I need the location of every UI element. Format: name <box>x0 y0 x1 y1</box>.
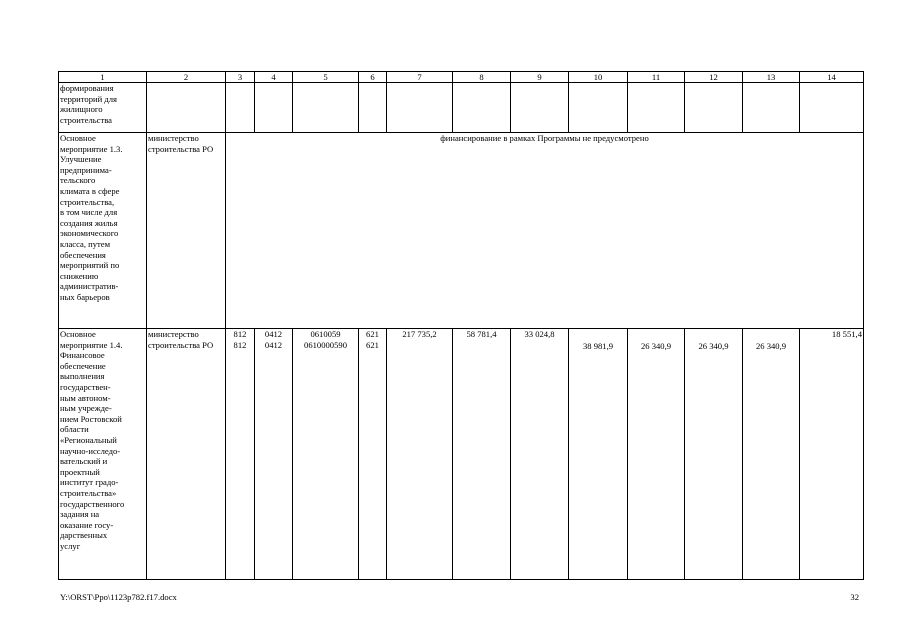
col-number-10: 10 <box>569 72 628 83</box>
activity-name-cell: формирования территорий для жилищного строительства <box>59 83 147 133</box>
amount-year-5-value: 26 340,9 <box>698 341 729 351</box>
total-amount-cell: 217 735,2 <box>387 329 453 580</box>
amount-year-2-cell: 33 024,8 <box>511 329 569 580</box>
col-number-4: 4 <box>255 72 293 83</box>
table-row-activity-1-3 <box>59 133 864 329</box>
amount-year-3-cell <box>569 329 628 580</box>
col-number-13: 13 <box>743 72 800 83</box>
amount-year-3-value: 38 981,9 <box>582 341 614 351</box>
no-financing-note: финансирование в рамках Программы не предусмотрено <box>226 133 864 329</box>
empty-cell <box>387 83 453 133</box>
amount-year-6-cell <box>743 329 800 580</box>
amount-year-7-cell: 18 551,4 <box>800 329 864 580</box>
empty-cell <box>800 83 864 133</box>
footer-file-path: Y:\ORST\Ppo\1123p782.f17.docx <box>60 592 177 602</box>
activity-name-cell: Основное мероприятие 1.3. Улучшение предпринима- тельского климата в сфере строительства, в том числе для создания жилья экономического класса, путем обеспечения мероприятий по снижению административ- ных барьеров <box>59 133 147 329</box>
col-number-1: 1 <box>59 72 147 83</box>
col-number-2: 2 <box>147 72 226 83</box>
empty-cell <box>147 83 226 133</box>
col-number-14: 14 <box>800 72 864 83</box>
empty-cell <box>293 83 359 133</box>
financing-table <box>58 71 864 580</box>
responsible-executor-cell: министерство строительства РО <box>147 329 226 580</box>
table-row-activity-1-4 <box>59 329 864 580</box>
amount-year-4-cell <box>628 329 685 580</box>
amount-year-4-value: 26 340,9 <box>640 341 672 351</box>
target-article-cell <box>293 329 359 580</box>
col-number-12: 12 <box>685 72 743 83</box>
section-code-cell <box>255 329 293 580</box>
section-code-a: 0412 <box>264 329 283 339</box>
col-number-8: 8 <box>453 72 511 83</box>
amount-year-6-value: 26 340,9 <box>755 341 787 351</box>
col-number-7: 7 <box>387 72 453 83</box>
grbs-code-a: 812 <box>233 329 247 339</box>
expense-type-a: 621 <box>366 329 379 339</box>
responsible-executor-cell: министерство строительства РО <box>147 133 226 329</box>
target-article-a: 0610059 <box>310 329 341 339</box>
column-number-row <box>59 72 864 83</box>
activity-name-cell: Основное мероприятие 1.4. Финансовое обеспечение выполнения государствен- ным автоном- ным учрежде- нием Ростовской области «Региональный научно-исследо- вательский и проектный институт градо- строительства» государственного задания на оказание госу- дарственных услуг <box>59 329 147 580</box>
section-code-b: 0412 <box>264 339 283 350</box>
empty-cell <box>685 83 743 133</box>
amount-year-1-cell: 58 781,4 <box>453 329 511 580</box>
empty-cell <box>359 83 387 133</box>
empty-cell <box>628 83 685 133</box>
expense-type-cell <box>359 329 387 580</box>
expense-type-b: 621 <box>366 339 379 350</box>
col-number-9: 9 <box>511 72 569 83</box>
empty-cell <box>511 83 569 133</box>
col-number-3: 3 <box>226 72 255 83</box>
col-number-11: 11 <box>628 72 685 83</box>
target-article-b: 0610000590 <box>304 339 347 350</box>
empty-cell <box>743 83 800 133</box>
table-row-continued <box>59 83 864 133</box>
grbs-code-cell <box>226 329 255 580</box>
col-number-6: 6 <box>359 72 387 83</box>
amount-year-5-cell <box>685 329 743 580</box>
empty-cell <box>453 83 511 133</box>
empty-cell <box>569 83 628 133</box>
empty-cell <box>255 83 293 133</box>
footer-page-number: 32 <box>850 592 859 602</box>
col-number-5: 5 <box>293 72 359 83</box>
empty-cell <box>226 83 255 133</box>
grbs-code-b: 812 <box>233 339 247 350</box>
